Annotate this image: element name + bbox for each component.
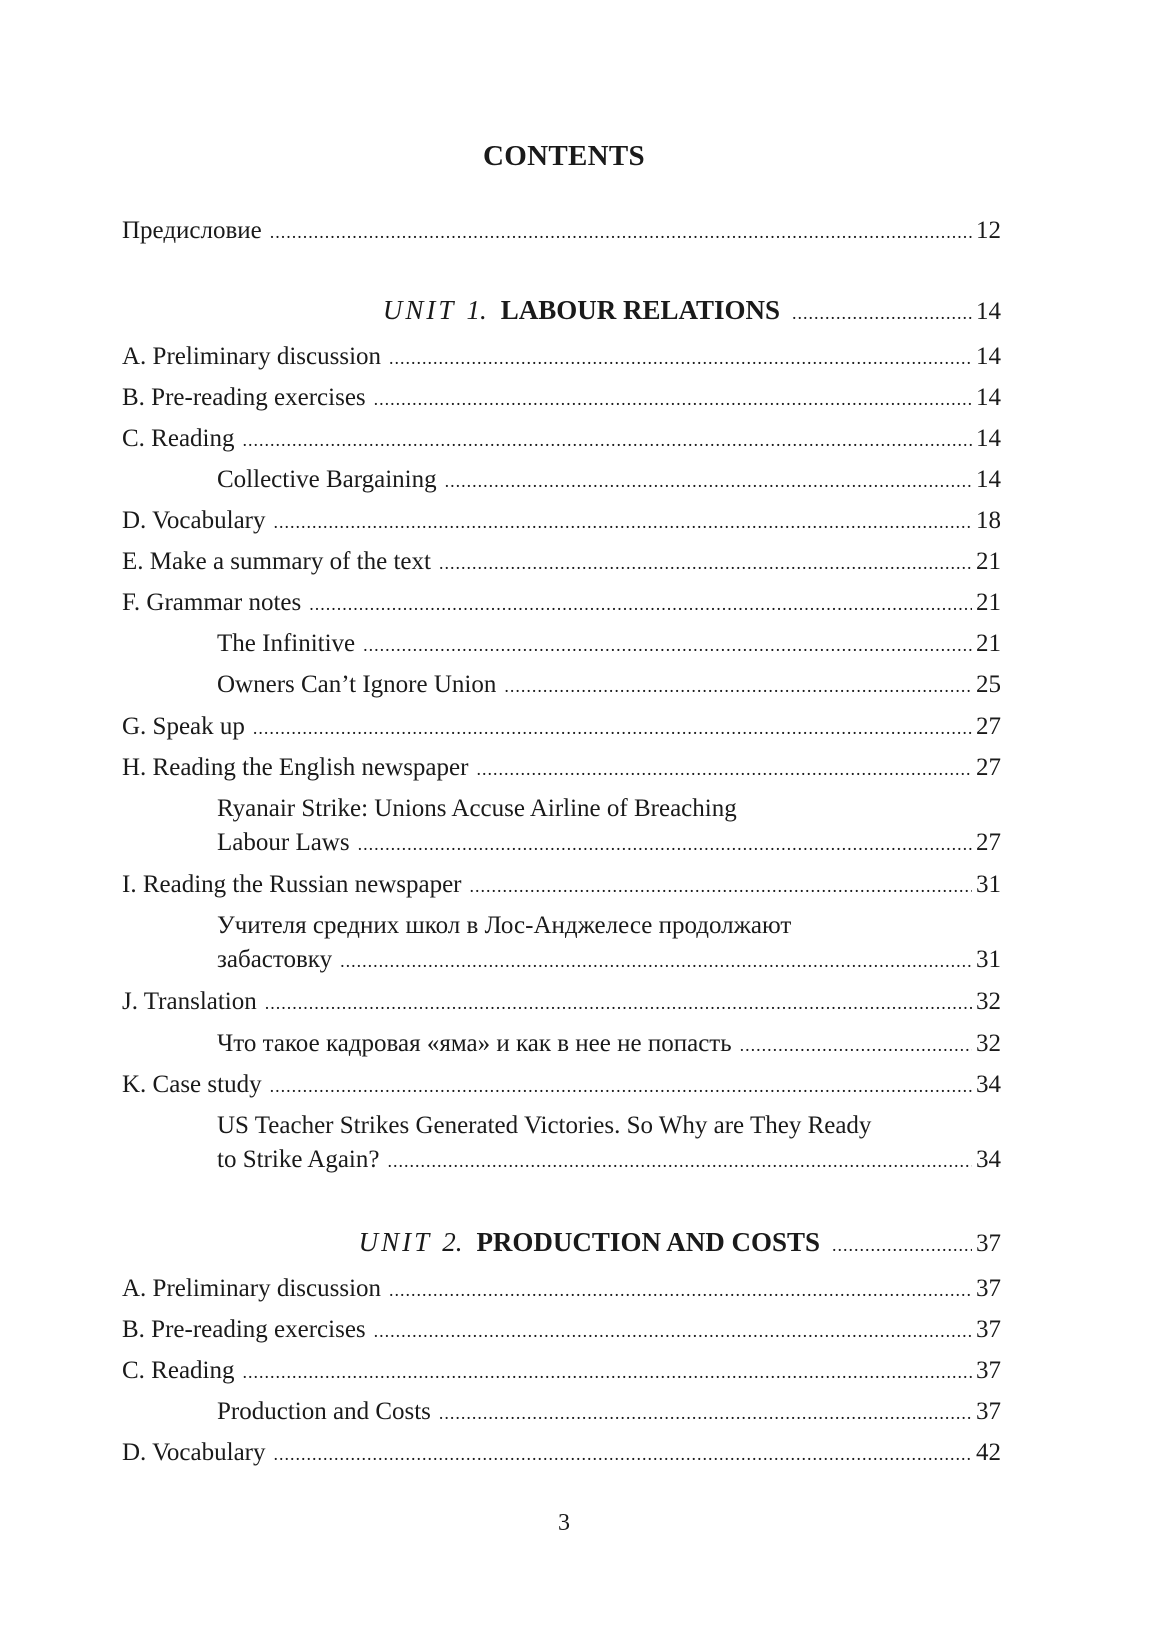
toc-entry-page: 37 bbox=[976, 1398, 1001, 1425]
toc-entry-text: Production and Costs bbox=[217, 1398, 431, 1425]
toc-entry[interactable] bbox=[122, 1354, 1001, 1388]
toc-entry[interactable] bbox=[122, 985, 1001, 1019]
toc-entry-page: 34 bbox=[976, 1071, 1001, 1098]
toc-subentry[interactable] bbox=[217, 668, 1001, 702]
toc-entry-page: 14 bbox=[976, 384, 1001, 411]
dot-leader bbox=[387, 1144, 972, 1178]
toc-entry-text: F. Grammar notes bbox=[122, 589, 302, 616]
toc-entry-text-line1: Учителя средних школ в Лос-Анджелесе продолжают bbox=[217, 912, 792, 939]
toc-entry[interactable] bbox=[122, 868, 1001, 902]
dot-leader bbox=[265, 986, 972, 1020]
toc-entry-text-line1: US Teacher Strikes Generated Victories. So Why are They Ready bbox=[217, 1112, 872, 1139]
toc-entry-text: Предисловие bbox=[122, 217, 262, 244]
toc-entry-page: 32 bbox=[976, 1030, 1001, 1057]
dot-leader bbox=[792, 296, 972, 330]
toc-entry-text: D. Vocabulary bbox=[122, 507, 266, 534]
toc-entry[interactable] bbox=[122, 422, 1001, 456]
toc-entry-page: 34 bbox=[976, 1146, 1001, 1173]
dot-leader bbox=[243, 423, 973, 457]
toc-entry[interactable] bbox=[122, 1068, 1001, 1102]
dot-leader bbox=[389, 1273, 972, 1307]
toc-entry-text: H. Reading the English newspaper bbox=[122, 754, 469, 781]
toc-entry[interactable] bbox=[122, 751, 1001, 785]
toc-entry-page: 37 bbox=[976, 1275, 1001, 1302]
toc-entry[interactable] bbox=[122, 1313, 1001, 1347]
dot-leader bbox=[832, 1228, 972, 1262]
toc-entry-page: 14 bbox=[976, 466, 1001, 493]
dot-leader bbox=[439, 1396, 972, 1430]
toc-subentry[interactable] bbox=[217, 909, 1001, 977]
toc-entry-text: G. Speak up bbox=[122, 713, 245, 740]
unit-number: 2. bbox=[442, 1227, 463, 1257]
toc-entry-text: The Infinitive bbox=[217, 630, 356, 657]
toc-entry-page: 27 bbox=[976, 754, 1001, 781]
toc-entry-page: 31 bbox=[976, 871, 1001, 898]
toc-entry-page: 12 bbox=[976, 217, 1001, 244]
unit-page: 37 bbox=[976, 1230, 1001, 1257]
dot-leader bbox=[243, 1355, 973, 1389]
toc-entry[interactable] bbox=[122, 340, 1001, 374]
toc-entry-text: Labour Laws bbox=[217, 829, 350, 856]
toc-entry-text: A. Preliminary discussion bbox=[122, 1275, 382, 1302]
toc-entry-text: J. Translation bbox=[122, 988, 257, 1015]
toc-entry-page: 31 bbox=[976, 946, 1001, 973]
toc-subentry[interactable] bbox=[217, 463, 1001, 497]
toc-entry-text: C. Reading bbox=[122, 1357, 235, 1384]
toc-entry-text: B. Pre-reading exercises bbox=[122, 1316, 366, 1343]
toc-entry-page: 14 bbox=[976, 343, 1001, 370]
toc-entry-text: I. Reading the Russian newspaper bbox=[122, 871, 462, 898]
toc-subentry[interactable] bbox=[217, 1395, 1001, 1429]
toc-entry[interactable] bbox=[122, 381, 1001, 415]
toc-entry[interactable] bbox=[122, 1272, 1001, 1306]
toc-entry-page: 21 bbox=[976, 548, 1001, 575]
toc-entry-page: 14 bbox=[976, 425, 1001, 452]
toc-entry-text: забастовку bbox=[217, 946, 333, 973]
toc-entry[interactable] bbox=[122, 1436, 1001, 1470]
unit-2-heading[interactable] bbox=[359, 1225, 1001, 1259]
toc-entry-text: Owners Can’t Ignore Union bbox=[217, 671, 497, 698]
toc-entry-text: Collective Bargaining bbox=[217, 466, 437, 493]
toc-entry-text: A. Preliminary discussion bbox=[122, 343, 382, 370]
dot-leader bbox=[470, 869, 972, 903]
toc-entry-text: D. Vocabulary bbox=[122, 1439, 266, 1466]
unit-title: PRODUCTION AND COSTS bbox=[476, 1227, 820, 1257]
toc-entry-page: 42 bbox=[976, 1439, 1001, 1466]
toc-entry-page: 37 bbox=[976, 1316, 1001, 1343]
toc-entry-page: 25 bbox=[976, 671, 1001, 698]
dot-leader bbox=[445, 464, 972, 498]
toc-entry-text-line1: Ryanair Strike: Unions Accuse Airline of Breaching bbox=[217, 795, 737, 822]
page-number: 3 bbox=[558, 1510, 570, 1536]
dot-leader bbox=[740, 1028, 972, 1062]
dot-leader bbox=[253, 711, 972, 745]
toc-subentry[interactable] bbox=[217, 627, 1001, 661]
toc-entry-page: 21 bbox=[976, 589, 1001, 616]
toc-entry-page: 21 bbox=[976, 630, 1001, 657]
toc-entry-text: B. Pre-reading exercises bbox=[122, 384, 366, 411]
toc-entry-text: C. Reading bbox=[122, 425, 235, 452]
page-title: CONTENTS bbox=[483, 140, 645, 172]
toc-subentry[interactable] bbox=[217, 1027, 1001, 1061]
toc-entry[interactable] bbox=[122, 545, 1001, 579]
toc-entry-page: 27 bbox=[976, 713, 1001, 740]
dot-leader bbox=[309, 587, 972, 621]
toc-entry-page: 18 bbox=[976, 507, 1001, 534]
dot-leader bbox=[476, 752, 972, 786]
unit-title: LABOUR RELATIONS bbox=[500, 295, 780, 325]
dot-leader bbox=[439, 546, 972, 580]
toc-entry[interactable] bbox=[122, 586, 1001, 620]
toc-entry-page: 37 bbox=[976, 1357, 1001, 1384]
dot-leader bbox=[274, 505, 973, 539]
dot-leader bbox=[374, 1314, 972, 1348]
dot-leader bbox=[270, 215, 972, 249]
toc-entry-preface[interactable] bbox=[122, 214, 1001, 248]
dot-leader bbox=[358, 827, 972, 861]
unit-page: 14 bbox=[976, 298, 1001, 325]
unit-number: 1. bbox=[466, 295, 487, 325]
dot-leader bbox=[270, 1069, 972, 1103]
unit-label: UNIT bbox=[358, 1227, 433, 1257]
unit-label: UNIT bbox=[382, 295, 457, 325]
toc-entry[interactable] bbox=[122, 504, 1001, 538]
dot-leader bbox=[340, 944, 972, 978]
dot-leader bbox=[363, 628, 972, 662]
dot-leader bbox=[389, 341, 972, 375]
toc-subentry[interactable] bbox=[217, 792, 1001, 860]
dot-leader bbox=[274, 1437, 973, 1471]
toc-entry-text: Что такое кадровая «яма» и как в нее не попасть bbox=[217, 1030, 732, 1057]
unit-1-heading[interactable] bbox=[383, 293, 1001, 327]
toc-entry-text: to Strike Again? bbox=[217, 1146, 380, 1173]
toc-subentry[interactable] bbox=[217, 1109, 1001, 1177]
toc-entry[interactable] bbox=[122, 710, 1001, 744]
dot-leader bbox=[504, 669, 972, 703]
toc-entry-page: 27 bbox=[976, 829, 1001, 856]
toc-entry-page: 32 bbox=[976, 988, 1001, 1015]
toc-entry-text: K. Case study bbox=[122, 1071, 262, 1098]
dot-leader bbox=[374, 382, 972, 416]
toc-entry-text: E. Make a summary of the text bbox=[122, 548, 431, 575]
